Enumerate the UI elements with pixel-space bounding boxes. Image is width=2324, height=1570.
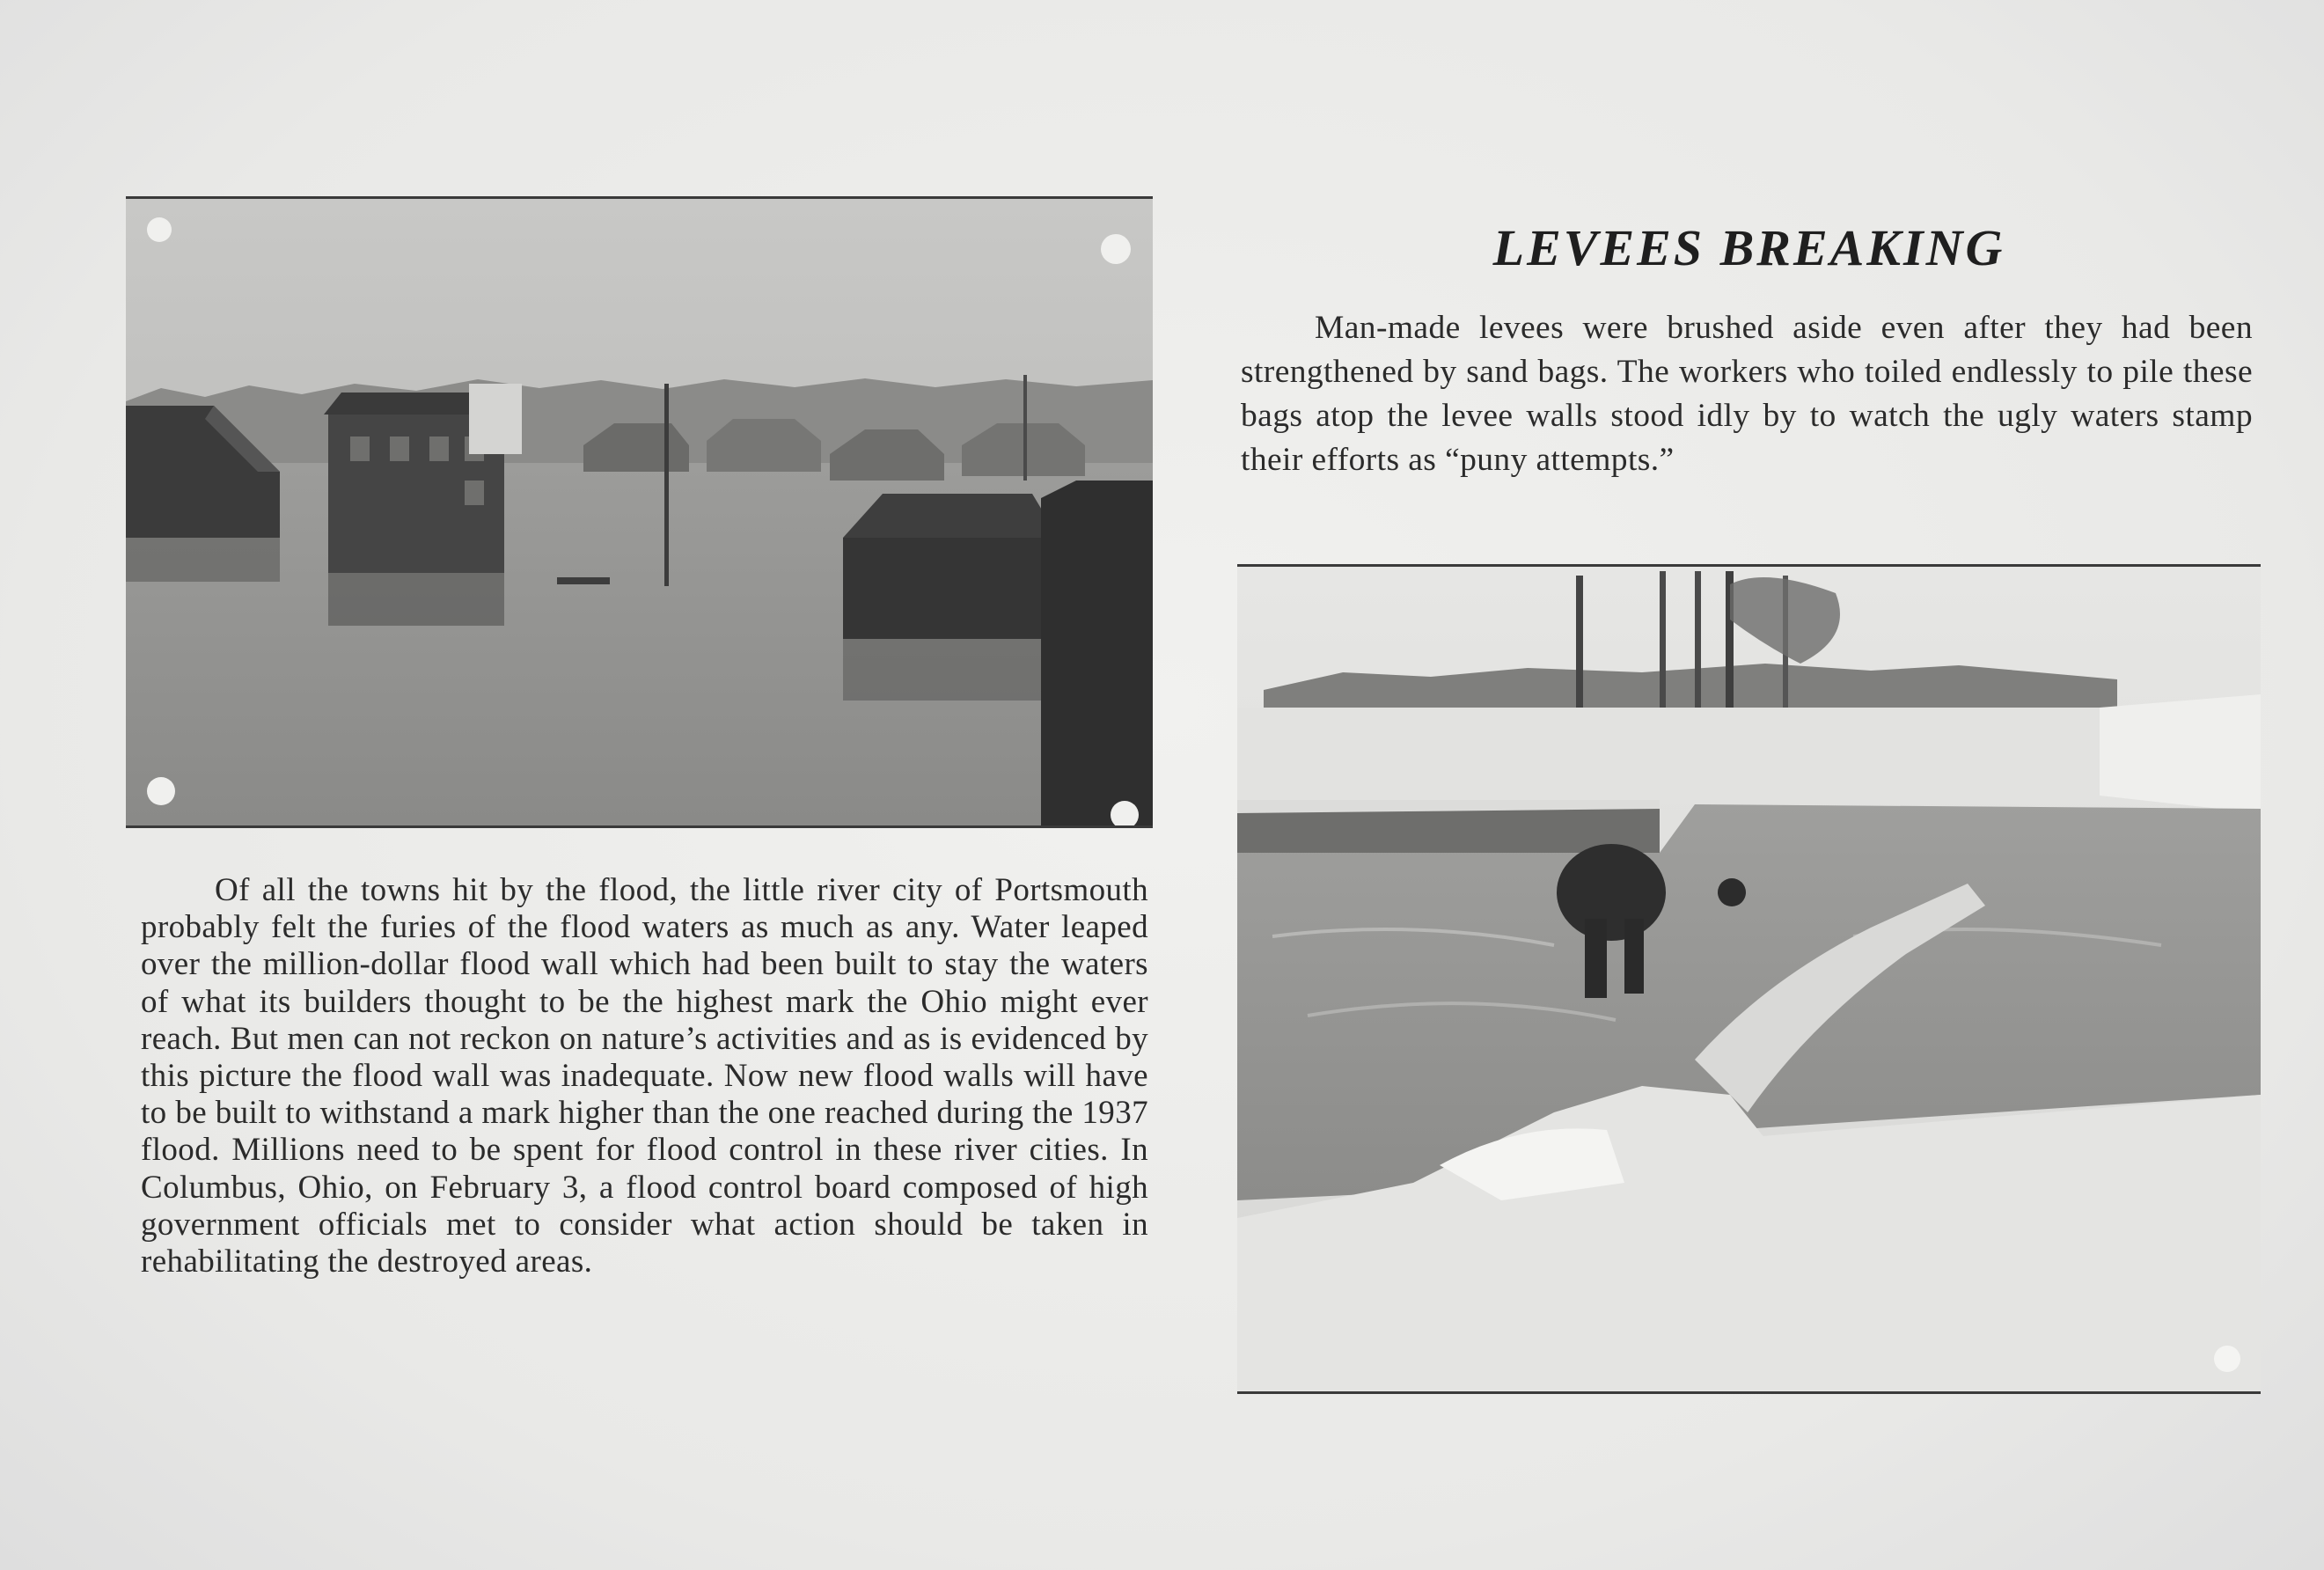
levees-paragraph [1241, 306, 2253, 482]
portsmouth-paragraph-text: Of all the towns hit by the flood, the little river city of Portsmouth probably felt the furies of the flood waters as much as any. Water leaped over the million-dollar flood wall which had been built to stay the waters of what its builders thought to be the highest mark the Ohio might ever reach. But men can not reckon on nature’s activities and as is evidenced by this picture the flood wall was inadequate. Now new flood walls will have to be built to withstand a mark higher than the one reached during the 1937 flood. Millions need to be spent for flood control in these river cities. In Columbus, Ohio, on February 3, a flood control board composed of high government officials met to consider what action should be taken in rehabilitating the destroyed areas. [141, 872, 1148, 1280]
page-headline: LEVEES BREAKING [1492, 219, 2005, 276]
levees-paragraph-text: Man-made levees were brushed aside even after they had been strengthened by sand bags. The workers who toiled endlessly to pile these bags atop the levee walls stood idly by to watch the ugly waters stamp their efforts as “puny attempts.” [1241, 310, 2253, 478]
portsmouth-paragraph [141, 872, 1148, 1280]
flooded-town-photo [126, 196, 1153, 828]
snowy-levee-photo [1237, 564, 2261, 1394]
